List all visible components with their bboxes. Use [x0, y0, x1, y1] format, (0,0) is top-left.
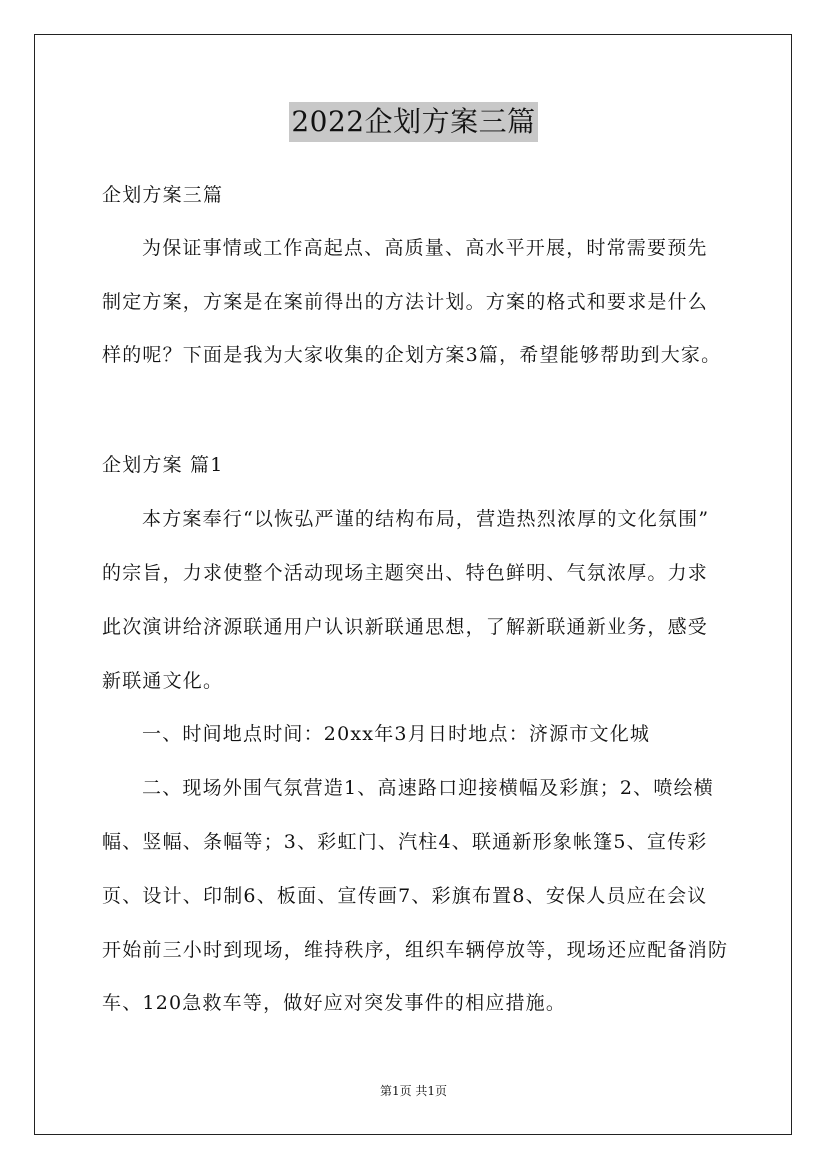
paragraph-line: 样的呢？下面是我为大家收集的企划方案3篇，希望能够帮助到大家。 — [102, 344, 722, 366]
paragraph-line: 二、现场外围气氛营造1、高速路口迎接横幅及彩旗；2、喷绘横 — [142, 777, 714, 799]
paragraph-line: 车、120急救车等，做好应对突发事件的相应措施。 — [102, 992, 567, 1014]
paragraph-line: 开始前三小时到现场，维持秩序，组织车辆停放等，现场还应配备消防 — [102, 939, 729, 961]
paragraph-line: 一、时间地点时间：20xx年3月日时地点：济源市文化城 — [142, 723, 651, 745]
document-title: 2022企划方案三篇 — [289, 102, 537, 142]
paragraph-line: 新联通文化。 — [102, 670, 224, 692]
section-heading: 企划方案 篇1 — [102, 454, 224, 476]
paragraph-line: 幅、竖幅、条幅等；3、彩虹门、汽柱4、联通新形象帐篷5、宣传彩 — [102, 831, 708, 853]
title-container — [0, 102, 827, 142]
subtitle: 企划方案三篇 — [102, 184, 224, 206]
paragraph-line: 的宗旨，力求使整个活动现场主题突出、特色鲜明、气氛浓厚。力求 — [102, 562, 709, 584]
paragraph-line: 此次演讲给济源联通用户认识新联通思想，了解新联通新业务，感受 — [102, 616, 709, 638]
paragraph-line: 本方案奉行“以恢弘严谨的结构布局，营造热烈浓厚的文化氛围” — [142, 508, 710, 530]
paragraph-line: 页、设计、印制6、板面、宣传画7、彩旗布置8、安保人员应在会议 — [102, 885, 708, 907]
paragraph-line: 制定方案，方案是在案前得出的方法计划。方案的格式和要求是什么 — [102, 291, 709, 313]
paragraph-line: 为保证事情或工作高起点、高质量、高水平开展，时常需要预先 — [142, 237, 708, 259]
page-footer: 第1页 共1页 — [379, 1084, 448, 1098]
